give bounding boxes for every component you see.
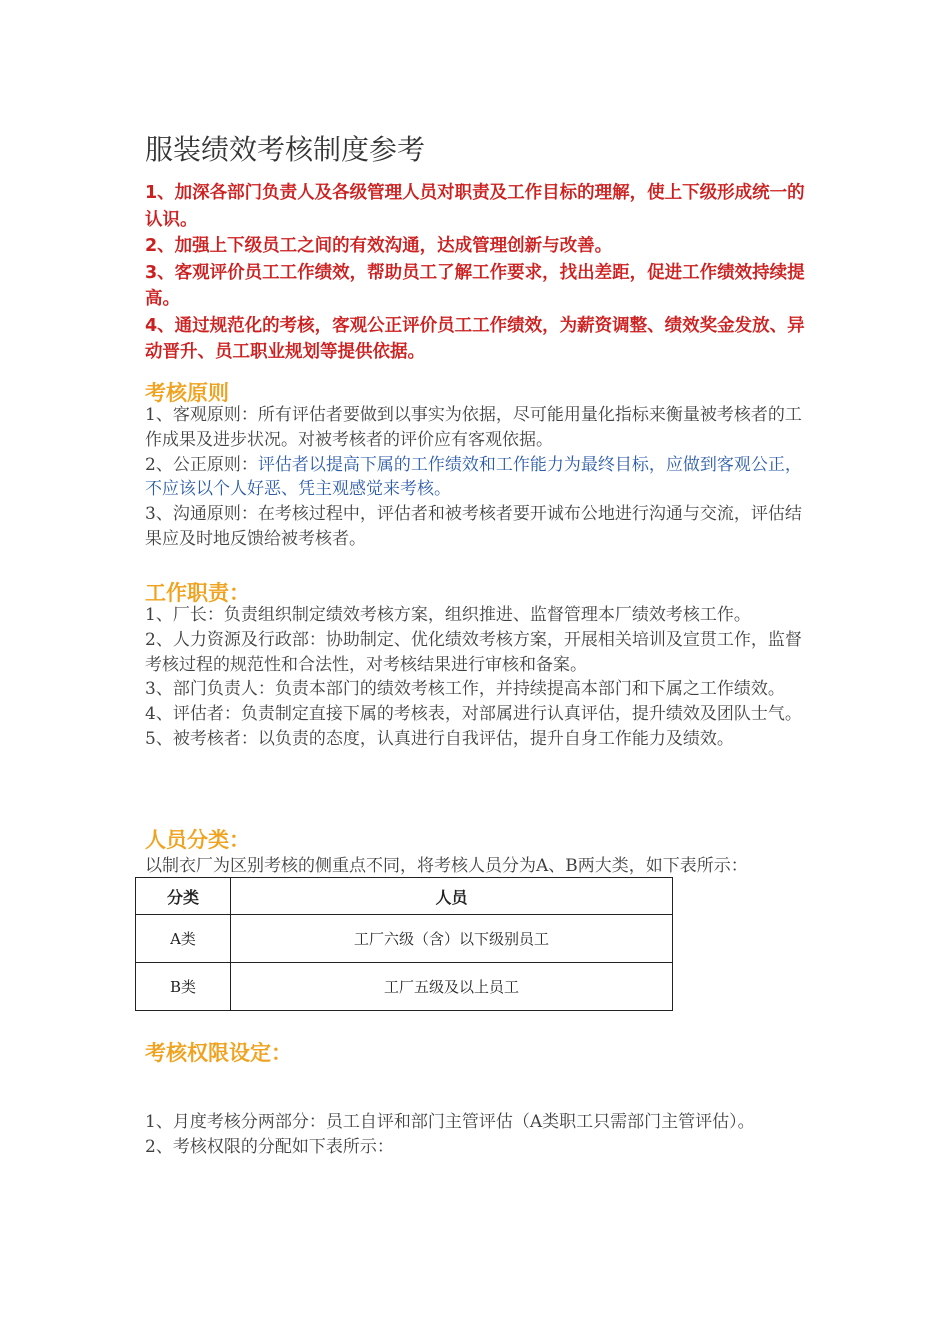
- goal-item: 4、通过规范化的考核，客观公正评价员工工作绩效，为薪资调整、绩效奖金发放、异动晋升、员工职业规划等提供依据。: [145, 315, 805, 362]
- duties-section: [145, 603, 813, 752]
- principle-label: 2、公正原则：: [145, 454, 258, 475]
- table-cell: 工厂六级（含）以下级别员工: [231, 915, 673, 963]
- principles-section: [145, 403, 813, 552]
- table-cell: 工厂五级及以上员工: [231, 963, 673, 1011]
- table-row: [136, 915, 673, 963]
- table-header-row: [136, 878, 673, 915]
- authority-item: 1、月度考核分两部分：员工自评和部门主管评估（A类职工只需部门主管评估）。: [145, 1112, 755, 1132]
- duty-item: 4、评估者：负责制定直接下属的考核表，对部属进行认真评估，提升绩效及团队士气。: [145, 704, 802, 725]
- classification-note: 以制衣厂为区别考核的侧重点不同，将考核人员分为A、B两大类，如下表所示：: [145, 856, 748, 876]
- goal-item: 2、加强上下级员工之间的有效沟通，达成管理创新与改善。: [145, 236, 613, 256]
- page-title: 服装绩效考核制度参考: [145, 133, 426, 166]
- duties-heading: 工作职责：: [145, 581, 250, 605]
- duty-item: 1、厂长：负责组织制定绩效考核方案，组织推进、监督管理本厂绩效考核工作。: [145, 605, 751, 625]
- classification-heading: 人员分类：: [145, 828, 250, 852]
- duty-item: 5、被考核者：以负责的态度，认真进行自我评估，提升自身工作能力及绩效。: [145, 728, 734, 749]
- table-cell: B类: [136, 963, 231, 1011]
- principles-heading: 考核原则: [145, 381, 229, 405]
- duty-item: 3、部门负责人：负责本部门的绩效考核工作，并持续提高本部门和下属之工作绩效。: [145, 679, 785, 700]
- column-header: 人员: [231, 878, 673, 915]
- authority-section: [145, 1110, 813, 1160]
- table-cell: A类: [136, 915, 231, 963]
- goal-item: 3、客观评价员工工作绩效，帮助员工了解工作要求，找出差距，促进工作绩效持续提高。: [145, 262, 805, 309]
- principle-item: 1、客观原则：所有评估者要做到以事实为依据，尽可能用量化指标来衡量被考核者的工作成果及进步状况。对被考核者的评价应有客观依据。: [145, 405, 802, 450]
- principle-item: [145, 453, 813, 503]
- goals-list: [145, 180, 815, 366]
- authority-item: 2、考核权限的分配如下表所示：: [145, 1136, 394, 1157]
- authority-heading: 考核权限设定：: [145, 1041, 292, 1065]
- goal-item: 1、加深各部门负责人及各级管理人员对职责及工作目标的理解，使上下级形成统一的认识。: [145, 183, 805, 230]
- classification-table: [135, 877, 673, 1011]
- principle-item: 3、沟通原则：在考核过程中，评估者和被考核者要开诚布公地进行沟通与交流，评估结果应及时地反馈给被考核者。: [145, 504, 802, 549]
- table-row: [136, 963, 673, 1011]
- column-header: 分类: [136, 878, 231, 915]
- duty-item: 2、人力资源及行政部：协助制定、优化绩效考核方案，开展相关培训及宣贯工作，监督考核过程的规范性和合法性，对考核结果进行审核和备案。: [145, 629, 802, 675]
- principle-text: 评估者以提高下属的工作绩效和工作能力为最终目标，应做到客观公正，不应该以个人好恶、凭主观感觉来考核。: [145, 454, 802, 500]
